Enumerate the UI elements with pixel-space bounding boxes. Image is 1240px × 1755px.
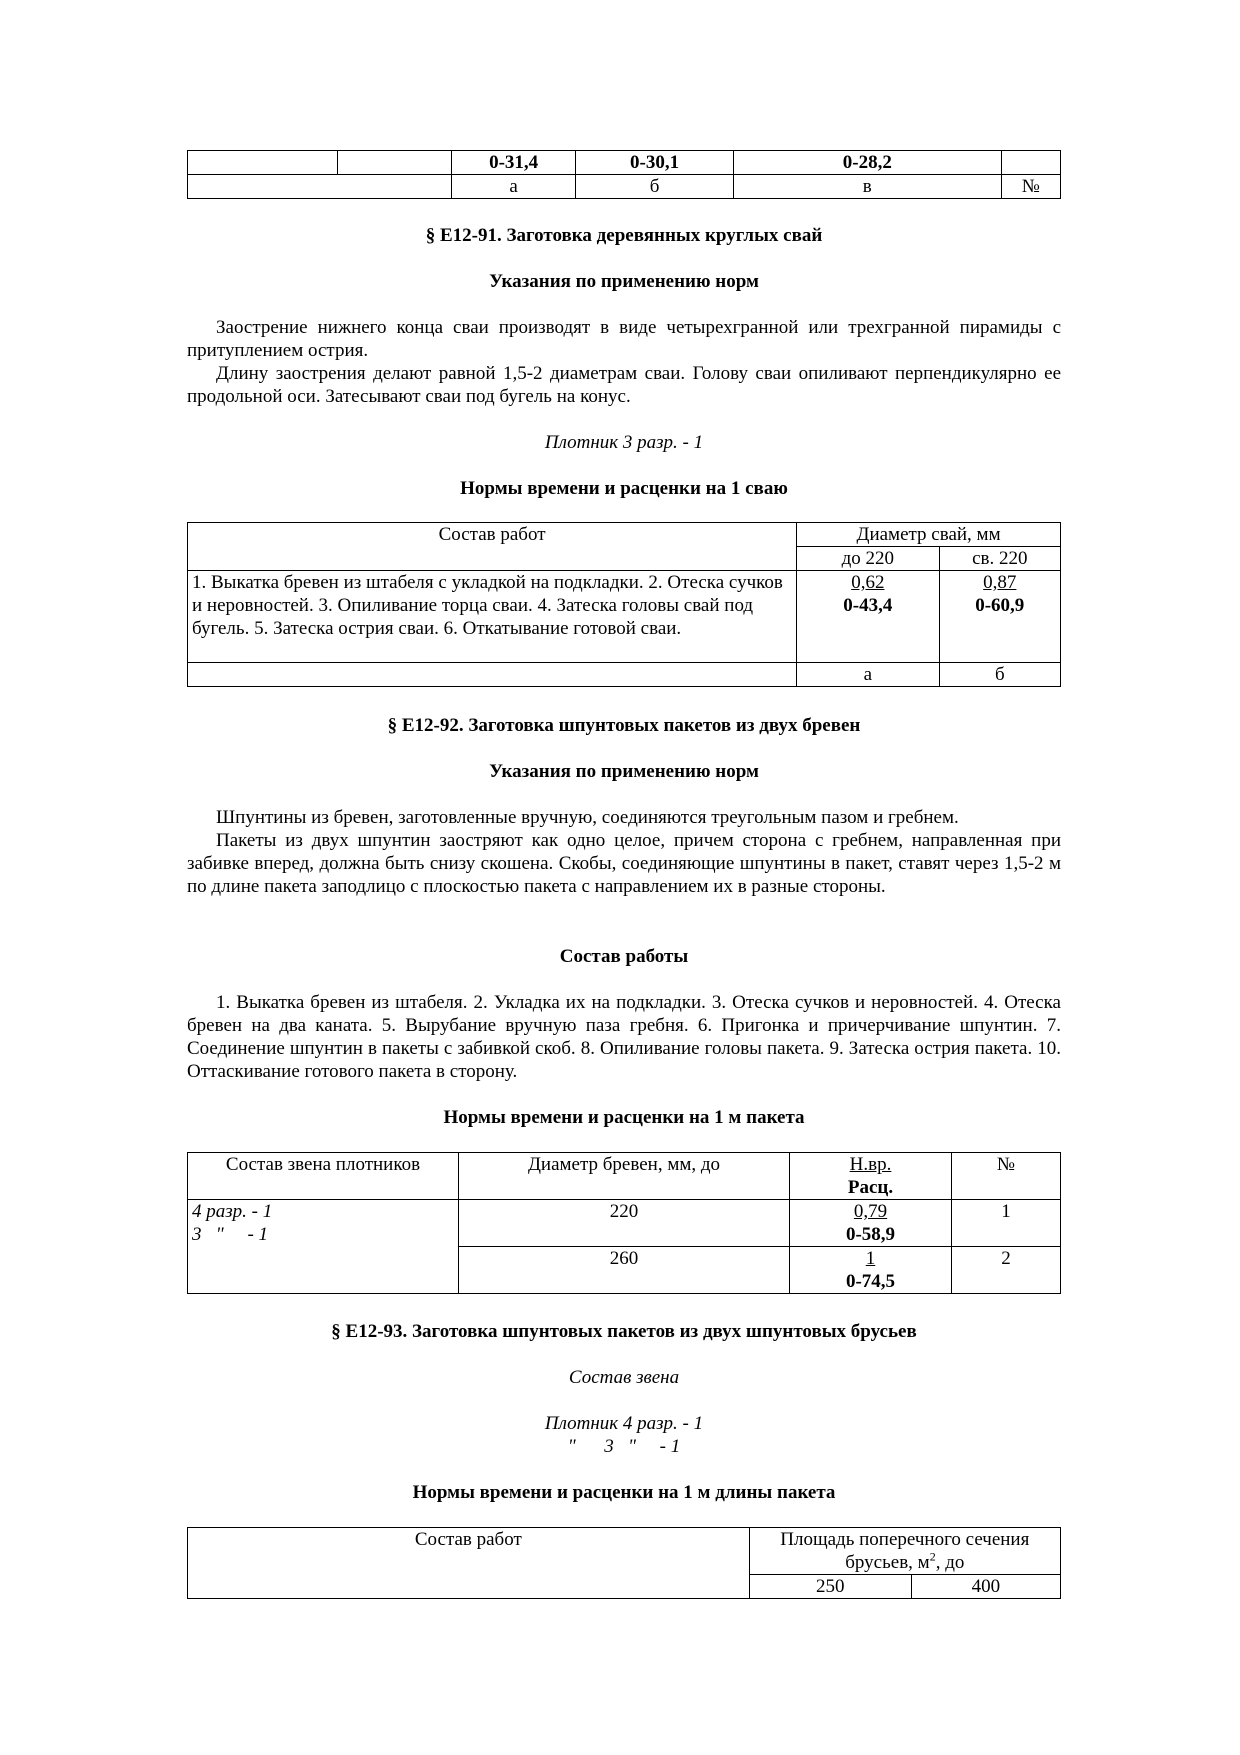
header-cross-section-area xyxy=(749,1528,1060,1575)
column-letter: б xyxy=(576,175,734,199)
area-unit-exponent: 2 xyxy=(929,1549,936,1564)
work-composition-text xyxy=(187,991,1061,1083)
paragraph: Длину заострения делают равной 1,5-2 диаметрам сваи. Голову сваи опиливают перпендикулярно ее продольной оси. Затесывают сваи под бугель на конус. xyxy=(187,363,1061,407)
rate-value: 0-28,2 xyxy=(733,151,1001,175)
row-number: 1 xyxy=(952,1200,1061,1247)
column-letter: б xyxy=(939,663,1060,687)
area-label-end: , до xyxy=(935,1552,965,1573)
section-title-e12-92: § Е12-92. Заготовка шпунтовых пакетов из двух бревен xyxy=(387,715,861,736)
column-letter: а xyxy=(451,175,575,199)
paragraph: Шпунтины из бревен, заготовленные вручную, соединяются треугольным пазом и гребнем. xyxy=(216,807,959,828)
crew-line: 4 разр. - 1 xyxy=(192,1201,273,1222)
norm-cell xyxy=(797,571,939,663)
time-norm: 1 xyxy=(865,1248,876,1269)
header-crew: Состав звена плотников xyxy=(188,1153,459,1200)
norms-heading: Нормы времени и расценки на 1 сваю xyxy=(460,478,788,499)
rate-label: Расц. xyxy=(847,1177,894,1198)
column-letter: а xyxy=(797,663,939,687)
header-pile-diameter: Диаметр свай, мм xyxy=(797,523,1061,547)
section-title-e12-91: § Е12-91. Заготовка деревянных круглых свай xyxy=(425,225,823,246)
subheader-diameter: св. 220 xyxy=(939,547,1060,571)
rate: 0-74,5 xyxy=(845,1271,896,1292)
row-number: 2 xyxy=(952,1247,1061,1294)
rate-value: 0-31,4 xyxy=(451,151,575,175)
time-norm: 0,62 xyxy=(851,572,885,593)
area-label: Площадь поперечного сечения брусьев, м xyxy=(780,1529,1030,1573)
paragraph: 1. Выкатка бревен из штабеля. 2. Укладка их на подкладки. 3. Отеска сучков и неровностей. 4. Отеска бревен на два каната. 5. Вырубание вручную паза гребня. 6. Пригонка и причерчивание шпунтин. 7. Соединение шпунтин в пакеты с забивкой скоб. 8. Опиливание головы пакета. 9. Затеска острия пакета. 10. Оттаскивание готового пакета в сторону. xyxy=(187,992,1061,1082)
rate: 0-58,9 xyxy=(845,1224,896,1245)
header-norm-rate xyxy=(790,1153,952,1200)
section-title-e12-93: § Е12-93. Заготовка шпунтовых пакетов из двух шпунтовых брусьев xyxy=(331,1321,917,1342)
crew-line: 3 " - 1 xyxy=(192,1224,269,1245)
number-header: № xyxy=(1001,175,1060,199)
subheader-area: 250 xyxy=(749,1575,911,1599)
header-work-composition: Состав работ xyxy=(188,523,797,571)
time-norm: 0,79 xyxy=(853,1201,888,1222)
norm-cell xyxy=(790,1247,952,1294)
norm-cell xyxy=(939,571,1060,663)
guidelines-heading: Указания по применению норм xyxy=(489,271,759,292)
norms-table-e12-93 xyxy=(187,1527,1061,1599)
work-composition-heading: Состав работы xyxy=(559,946,689,967)
time-norm-label: Н.вр. xyxy=(849,1154,892,1175)
rate-value: 0-30,1 xyxy=(576,151,734,175)
column-letter: в xyxy=(733,175,1001,199)
crew-heading: Состав звена xyxy=(568,1367,680,1388)
crew-cell xyxy=(188,1200,459,1294)
norms-table-e12-92 xyxy=(187,1152,1061,1294)
paragraph: Пакеты из двух шпунтин заостряют как одно целое, причем сторона с гребнем, направленная при забивке вперед, должна быть снизу скошена. Скобы, соединяющие шпунтины в пакет, ставят через 1,5-2 м по длине пакета заподлицо с плоскостью пакета с направлением их в разные стороны. xyxy=(187,830,1061,897)
time-norm: 0,87 xyxy=(983,572,1017,593)
header-log-diameter: Диаметр бревен, мм, до xyxy=(459,1153,790,1200)
diameter-value: 220 xyxy=(459,1200,790,1247)
empty-cell xyxy=(1001,151,1060,175)
top-norms-table-fragment xyxy=(187,150,1061,199)
paragraph: Заострение нижнего конца сваи производят в виде четырехгранной или трехгранной пирамиды с притуплением острия. xyxy=(187,317,1061,361)
norms-table-e12-91 xyxy=(187,522,1061,687)
norms-heading: Нормы времени и расценки на 1 м пакета xyxy=(443,1107,805,1128)
crew-line: Плотник 3 разр. - 1 xyxy=(544,432,704,453)
norm-cell xyxy=(790,1200,952,1247)
norms-heading: Нормы времени и расценки на 1 м длины пакета xyxy=(412,1482,836,1503)
empty-cell xyxy=(188,151,338,175)
header-work-composition: Состав работ xyxy=(188,1528,750,1599)
subheader-diameter: до 220 xyxy=(797,547,939,571)
guidelines-heading: Указания по применению норм xyxy=(489,761,759,782)
guidelines-text xyxy=(187,806,1061,898)
rate: 0-60,9 xyxy=(975,595,1025,616)
work-composition-text: 1. Выкатка бревен из штабеля с укладкой на подкладки. 2. Отеска сучков и неровностей. 3. Опиливание торца сваи. 4. Затеска головы свай под бугель. 5. Затеска острия сваи. 6. Откатывание готовой сваи. xyxy=(188,571,797,663)
empty-cell xyxy=(188,663,797,687)
number-header: № xyxy=(952,1153,1061,1200)
empty-cell xyxy=(188,175,452,199)
subheader-area: 400 xyxy=(911,1575,1060,1599)
guidelines-text xyxy=(187,316,1061,408)
crew-line: Плотник 4 разр. - 1 xyxy=(544,1413,704,1434)
crew-line: " 3 " - 1 xyxy=(567,1436,681,1457)
diameter-value: 260 xyxy=(459,1247,790,1294)
crew-list xyxy=(187,1412,1061,1458)
rate: 0-43,4 xyxy=(843,595,893,616)
empty-cell xyxy=(337,151,451,175)
